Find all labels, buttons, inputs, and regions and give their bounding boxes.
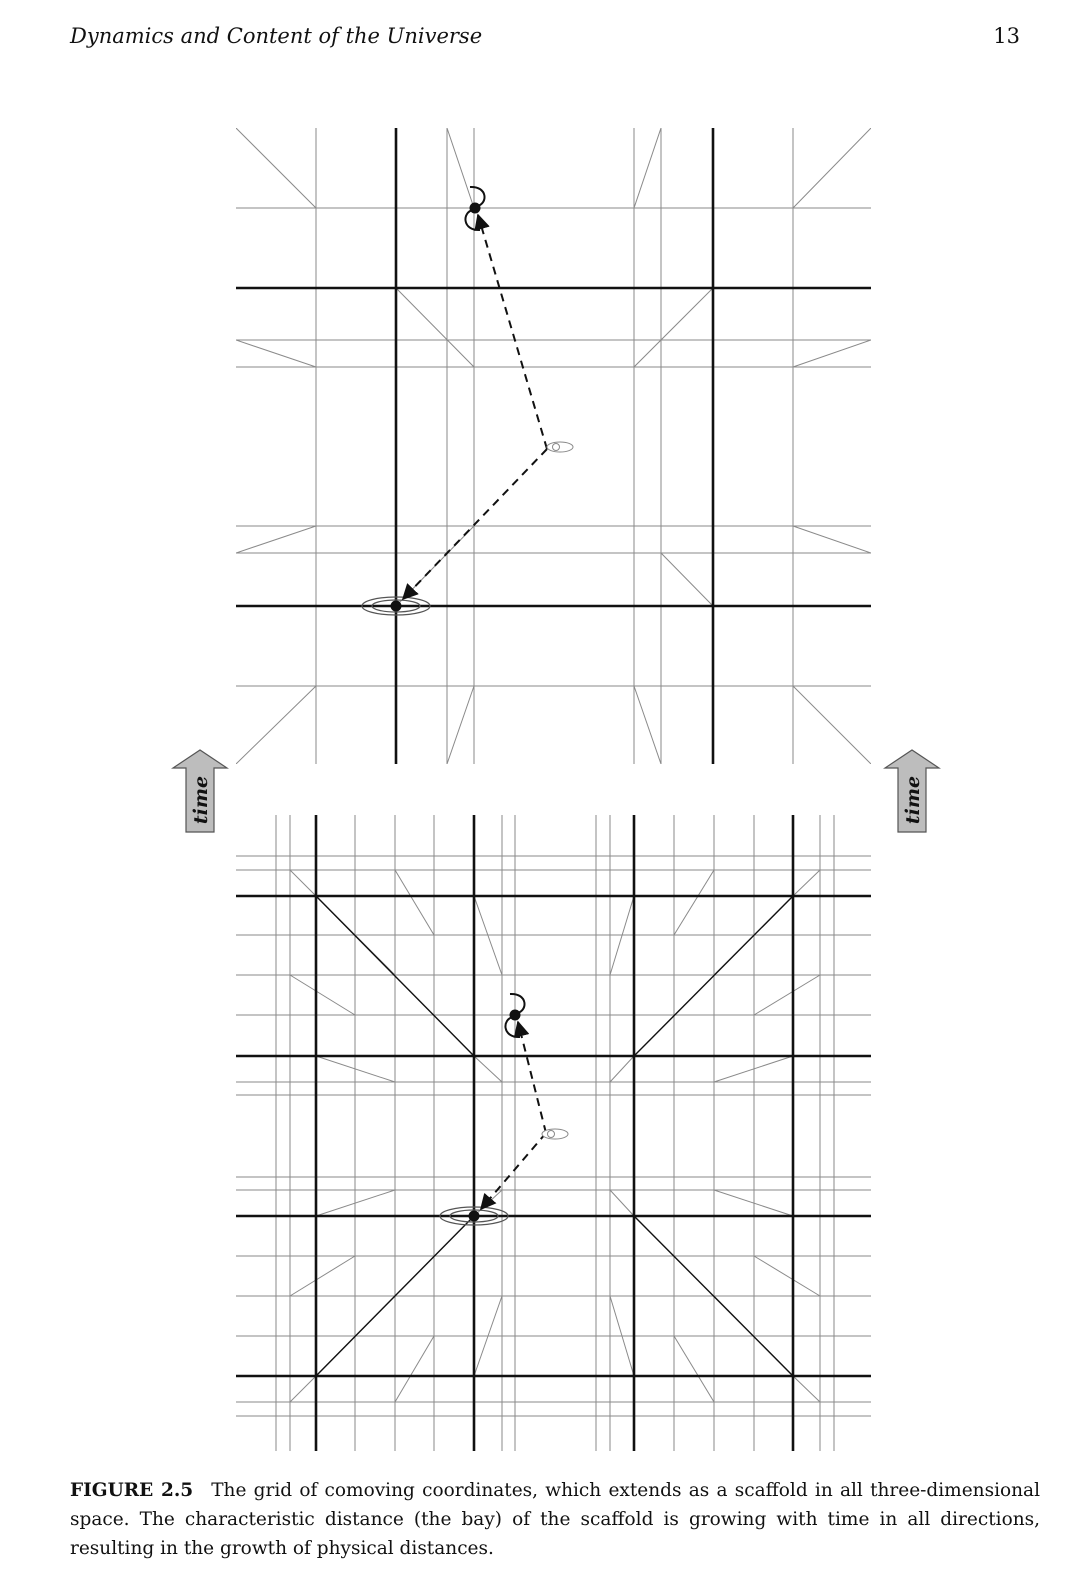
time-label-left: time [190,775,212,825]
time-arrow-left [173,750,227,832]
emitting-galaxy-icon [470,203,481,214]
observer-eye-icon [547,442,573,452]
figure-caption [70,1476,1040,1563]
time-arrow-right [885,750,939,832]
emitting-galaxy-icon [510,1010,521,1021]
time-label-right: time [902,775,924,825]
caption-label: FIGURE 2.5 [70,1480,194,1501]
caption-text: The grid of comoving coordinates, which extends as a scaffold in all three-dimensional space. The characteristic distance (the bay) of the scaffold is growing with time in all directions, resulting in the growth of physical distances. [70,1480,1040,1559]
page-number: 13 [993,24,1020,48]
observer-galaxy-earlier [440,1207,508,1225]
observer-galaxy-later [362,597,430,615]
light-path-later [403,215,547,599]
observer-eye-icon [542,1129,568,1139]
running-title: Dynamics and Content of the Universe [70,24,483,48]
light-path-earlier [481,1022,546,1209]
